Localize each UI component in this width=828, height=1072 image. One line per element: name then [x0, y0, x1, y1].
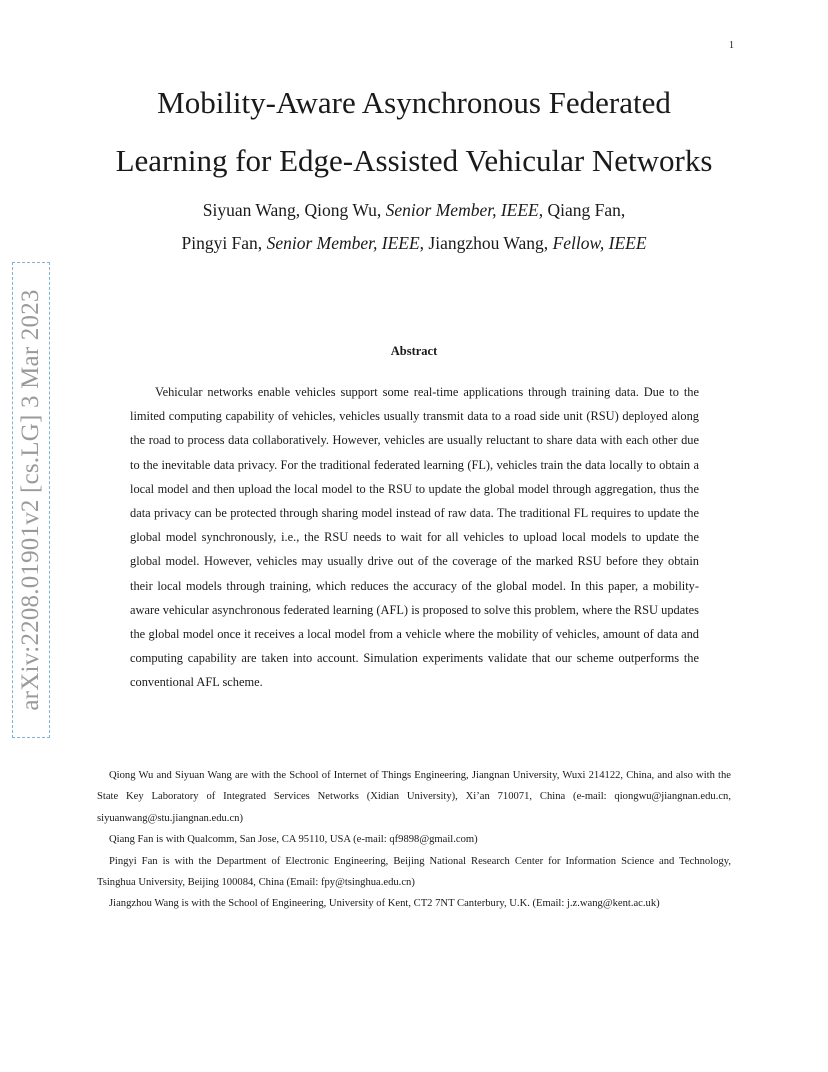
abstract-heading: Abstract — [390, 344, 438, 358]
arxiv-stamp[interactable] — [12, 262, 50, 738]
author-line-1 — [60, 194, 768, 227]
affiliation-footnote: Jiangzhou Wang is with the School of Engineering, University of Kent, CT2 7NT Canterbury, U.K. (Email: j.z.wang@kent.ac.uk) — [109, 898, 660, 910]
author-names: Pingyi Fan, — [181, 233, 267, 253]
author-membership: Fellow, IEEE — [552, 233, 647, 253]
author-names: , Qiang Fan, — [538, 200, 626, 220]
author-line-2 — [60, 227, 768, 260]
author-names: , Jiangzhou Wang, — [419, 233, 553, 253]
page-number: 1 — [729, 40, 734, 51]
author-membership: Senior Member, IEEE — [266, 233, 420, 253]
paper-title — [60, 74, 768, 190]
arxiv-identifier: arXiv:2208.01901v2 [cs.LG] 3 Mar 2023 — [17, 289, 44, 711]
author-list — [60, 194, 768, 260]
author-affiliations — [97, 765, 731, 915]
paper-title-line-1: Mobility-Aware Asynchronous Federated — [157, 85, 671, 120]
author-membership: Senior Member, IEEE — [385, 200, 539, 220]
paper-title-line-2: Learning for Edge-Assisted Vehicular Networks — [115, 143, 713, 178]
abstract-text: Vehicular networks enable vehicles support some real-time applications through training data. Due to the limited computing capability of vehicles, vehicles usually transmit data to a road side unit (RSU) deployed along the road to process data collaboratively. However, vehicles are usually reluctant to share data with each other due to the inevitable data privacy. For the traditional federated learning (FL), vehicles train the data locally to obtain a local model and then upload the local model to the RSU to update the global model through aggregation, thus the data privacy can be protected through sharing model instead of raw data. The traditional FL requires to update the global model synchronously, i.e., the RSU needs to wait for all vehicles to upload local models to update the global model. However, vehicles may usually drive out of the coverage of the marked RSU before they obtain their local models through training, which reduces the accuracy of the global model. In this paper, a mobility-aware vehicular asynchronous federated learning (AFL) is proposed to solve this problem, where the RSU updates the global model once it receives a local model from a vehicle where the mobility of vehicles, amount of data and computing capability are taken into account. Simulation experiments validate that our scheme outperforms the conventional AFL scheme. — [130, 385, 699, 690]
affiliation-footnote: Qiang Fan is with Qualcomm, San Jose, CA 95110, USA (e-mail: qf9898@gmail.com) — [109, 834, 478, 846]
affiliation-footnote: Pingyi Fan is with the Department of Electronic Engineering, Beijing National Research Center for Information Science and Technology, Tsinghua University, Beijing 100084, China (Email: fpy@tsinghua.edu.cn) — [97, 855, 731, 889]
author-names: Siyuan Wang, Qiong Wu, — [202, 200, 386, 220]
affiliation-footnote: Qiong Wu and Siyuan Wang are with the School of Internet of Things Engineering, Jiangnan University, Wuxi 214122, China, and also with the State Key Laboratory of Integrated Services Networks (Xidian University), Xi’an 710071, China (e-mail: qiongwu@jiangnan.edu.cn, siyuanwang@stu.jiangnan.edu.cn) — [97, 770, 731, 824]
